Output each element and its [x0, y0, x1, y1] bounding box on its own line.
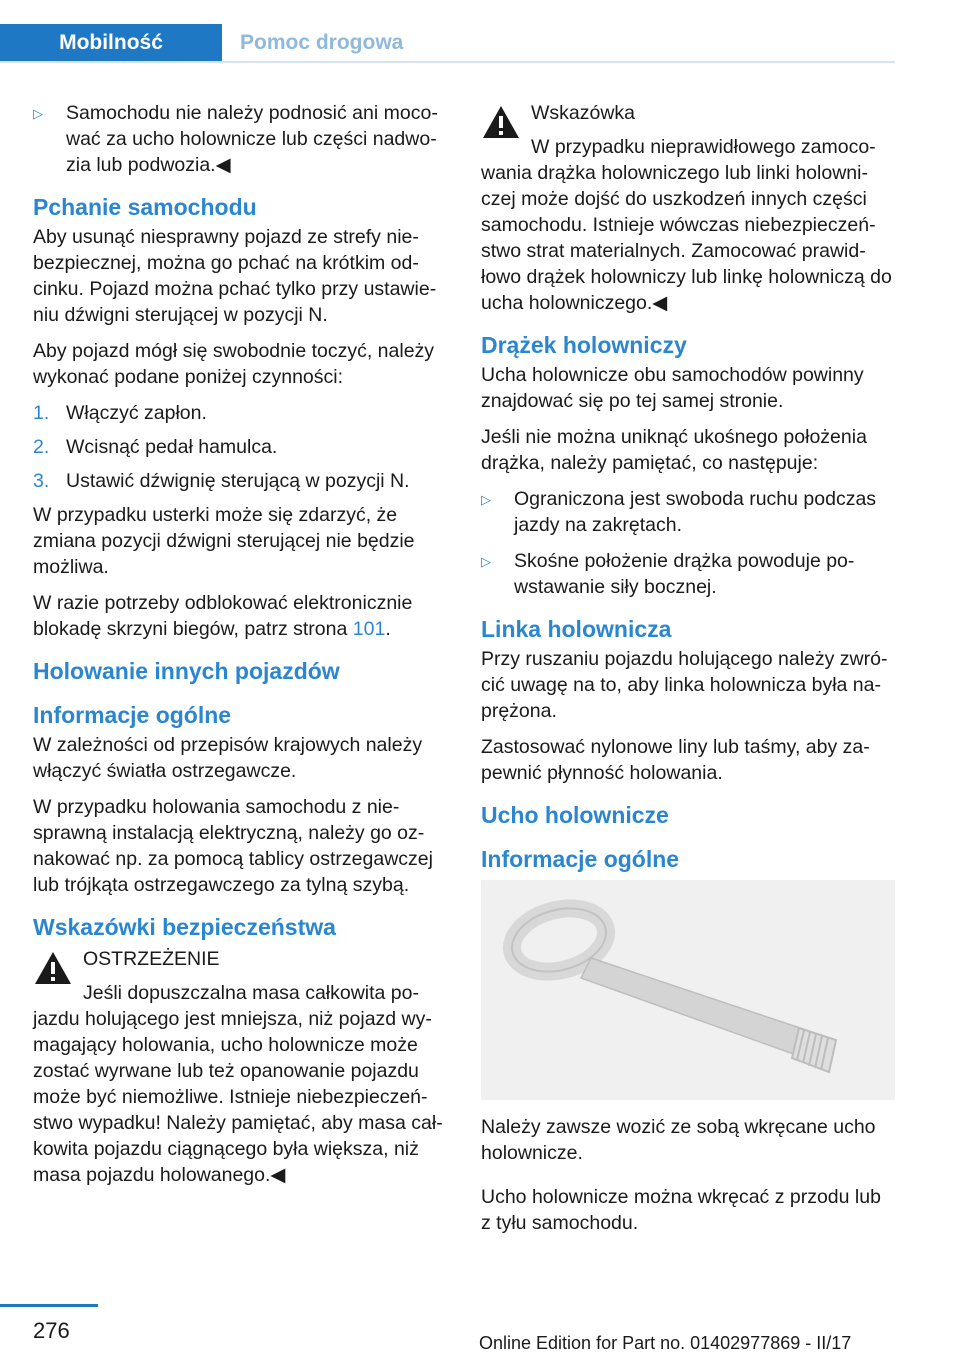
step-text: Ustawić dźwignię sterującą w pozycji N. — [66, 470, 410, 492]
tab-roadside-assistance[interactable]: Pomoc drogowa — [240, 31, 404, 54]
list-item — [481, 486, 896, 538]
header-tabs — [0, 24, 895, 62]
triangle-bullet-icon: ▷ — [33, 106, 43, 121]
subsection-title-safety: Wskazówki bezpieczeństwa — [33, 914, 336, 940]
paragraph: Aby usunąć niesprawny pojazd ze strefy niebezpiecznej, można go pchać na krótkim odcinku. Pojazd można pchać tylko przy ustawieniu dźwigni sterującej w pozycji N. — [33, 226, 437, 326]
list-item — [481, 548, 896, 600]
paragraph: W zależności od przepisów krajowych należy włączyć światła ostrzegawcze. — [33, 734, 423, 782]
paragraph — [33, 590, 448, 642]
edition-label: Online Edition for Part no. 01402977869 - II/17 — [479, 1333, 852, 1353]
warning-text: Jeśli dopuszczalna masa całkowita pojazdu holującego jest mniejsza, niż pojazd wymagający holowania, ucho holownicze może zostać wyrwane lub też opanowanie pojazdu może być niemożliwe. Istnieje niebezpieczeństwo wypadku! Należy pamiętać, aby masa całkowita pojazdu ciągnącego była większa, niż masa pojazdu holowanego.◀ — [33, 982, 443, 1186]
triangle-bullet-icon: ▷ — [481, 492, 491, 507]
page-number: 276 — [33, 1318, 70, 1343]
numbered-step — [33, 468, 448, 494]
bullet-text: Ograniczona jest swoboda ruchu podczas jazdy na zakrętach. — [514, 488, 877, 536]
section-title-pushing: Pchanie samochodu — [33, 194, 257, 220]
tow-eye-illustration — [481, 880, 895, 1100]
header-divider — [0, 61, 895, 63]
numbered-step — [33, 434, 448, 460]
note-label: Wskazówka — [531, 102, 636, 124]
step-number: 3. — [33, 470, 50, 492]
step-text: Wcisnąć pedał hamulca. — [66, 436, 278, 458]
warning-triangle-icon — [481, 104, 521, 140]
bullet-text: Skośne położenie drążka powoduje powstawanie siły bocznej. — [514, 550, 855, 598]
paragraph: Ucha holownicze obu samochodów powinny znajdować się po tej samej stronie. — [481, 364, 864, 412]
warning-block — [33, 946, 448, 1188]
paragraph: Aby pojazd mógł się swobodnie toczyć, należy wykonać podane poniżej czynności: — [33, 340, 435, 388]
section-title-tow-rope: Linka holownicza — [481, 616, 672, 642]
warning-triangle-icon — [33, 950, 73, 986]
page-reference-link[interactable]: 101 — [352, 618, 386, 640]
paragraph: Należy zawsze wozić ze sobą wkręcane ucho holownicze. — [481, 1116, 876, 1164]
note-text: W przypadku nieprawidłowego zamocowania drążka holowniczego lub linki holowniczej może dojść do uszkodzeń innych części samochodu. Istnieje wówczas niebezpieczeństwo strat materialnych. Zamocować prawidłowo drążek holowniczy lub linkę holowniczą do ucha holowniczego.◀ — [481, 136, 892, 314]
section-title-tow-bar: Drążek holowniczy — [481, 332, 687, 358]
step-number: 2. — [33, 436, 50, 458]
section-title-tow-eye: Ucho holownicze — [481, 802, 669, 828]
section-title-towing-other: Holowanie innych pojazdów — [33, 658, 340, 684]
paragraph: Zastosować nylonowe liny lub taśmy, aby zapewnić płynność holowania. — [481, 736, 870, 784]
note-block — [481, 100, 896, 316]
paragraph: W przypadku holowania samochodu z niesprawną instalacją elektryczną, należy go oznakować np. za pomocą tablicy ostrzegawczej lub trójkąta ostrzegawczego za tylną szybą. — [33, 796, 433, 896]
subsection-title-general: Informacje ogólne — [33, 702, 232, 728]
paragraph: Ucho holownicze można wkręcać z przodu lub z tyłu samochodu. — [481, 1186, 881, 1234]
subsection-title-general: Informacje ogólne — [481, 846, 680, 872]
bullet-text: Samochodu nie należy podnosić ani mocować za ucho holownicze lub części nadwozia lub podwozia.◀ — [66, 102, 438, 176]
numbered-step — [33, 400, 448, 426]
warning-label: OSTRZEŻENIE — [83, 948, 220, 970]
paragraph-text: . — [385, 618, 391, 640]
footer-accent-line — [0, 1304, 98, 1307]
paragraph: W przypadku usterki może się zdarzyć, że zmiana pozycji dźwigni sterującej nie będzie możliwa. — [33, 504, 415, 578]
right-column — [481, 100, 896, 1246]
step-number: 1. — [33, 402, 50, 424]
tab-mobility[interactable]: Mobilność — [0, 24, 222, 62]
list-item — [33, 100, 448, 178]
paragraph: Jeśli nie można uniknąć ukośnego położenia drążka, należy pamiętać, co następuje: — [481, 426, 867, 474]
step-text: Włączyć zapłon. — [66, 402, 207, 424]
left-column — [33, 100, 448, 1198]
tow-eye-icon — [481, 880, 895, 1100]
paragraph-text: W razie potrzeby odblokować elektronicznie blokadę skrzyni biegów, patrz strona — [33, 592, 413, 640]
triangle-bullet-icon: ▷ — [481, 554, 491, 569]
paragraph: Przy ruszaniu pojazdu holującego należy zwrócić uwagę na to, aby linka holownicza była naprężona. — [481, 648, 888, 722]
